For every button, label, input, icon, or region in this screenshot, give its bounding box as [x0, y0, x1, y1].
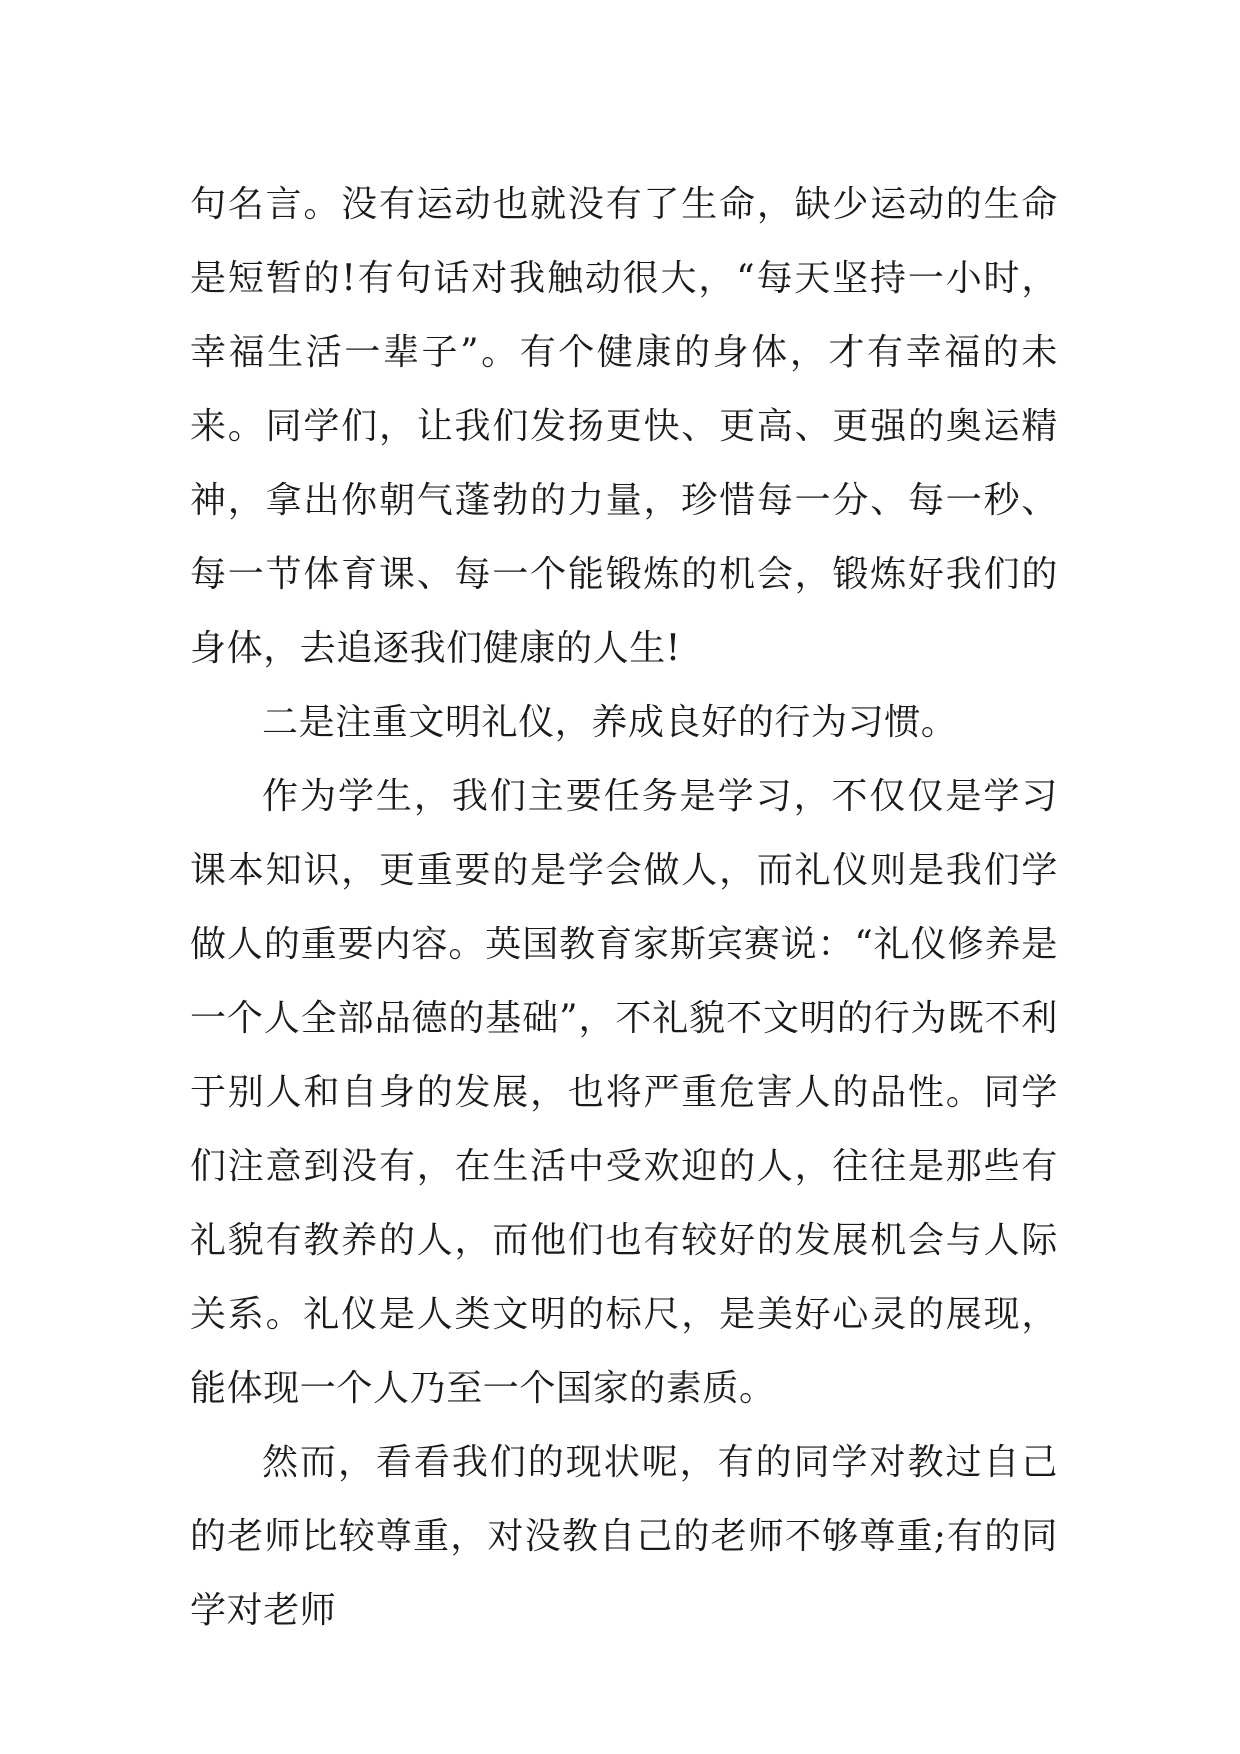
paragraph-etiquette-body: 作为学生，我们主要任务是学习，不仅仅是学习课本知识，更重要的是学会做人，而礼仪则是我们学做人的重要内容。英国教育家斯宾赛说：“礼仪修养是一个人全部品德的基础”，不礼貌不文明的行为既不利于别人和自身的发展，也将严重危害人的品性。同学们注意到没有，在生活中受欢迎的人，往往是那些有礼貌有教养的人，而他们也有较好的发展机会与人际关系。礼仪是人类文明的标尺，是美好心灵的展现，能体现一个人乃至一个国家的素质。 [190, 776, 1058, 1409]
paragraph-etiquette-heading: 二是注重文明礼仪，养成良好的行为习惯。 [262, 702, 958, 743]
paragraph-current-situation: 然而，看看我们的现状呢，有的同学对教过自己的老师比较尊重，对没教自己的老师不够尊重;有的同学对老师 [190, 1442, 1058, 1631]
paragraph-exercise-conclusion: 句名言。没有运动也就没有了生命，缺少运动的生命是短暂的!有句话对我触动很大，“每天坚持一小时，幸福生活一辈子”。有个健康的身体，才有幸福的未来。同学们，让我们发扬更快、更高、更强的奥运精神，拿出你朝气蓬勃的力量，珍惜每一分、每一秒、每一节体育课、每一个能锻炼的机会，锻炼好我们的身体，去追逐我们健康的人生! [190, 184, 1058, 669]
document-page [190, 168, 1058, 1648]
